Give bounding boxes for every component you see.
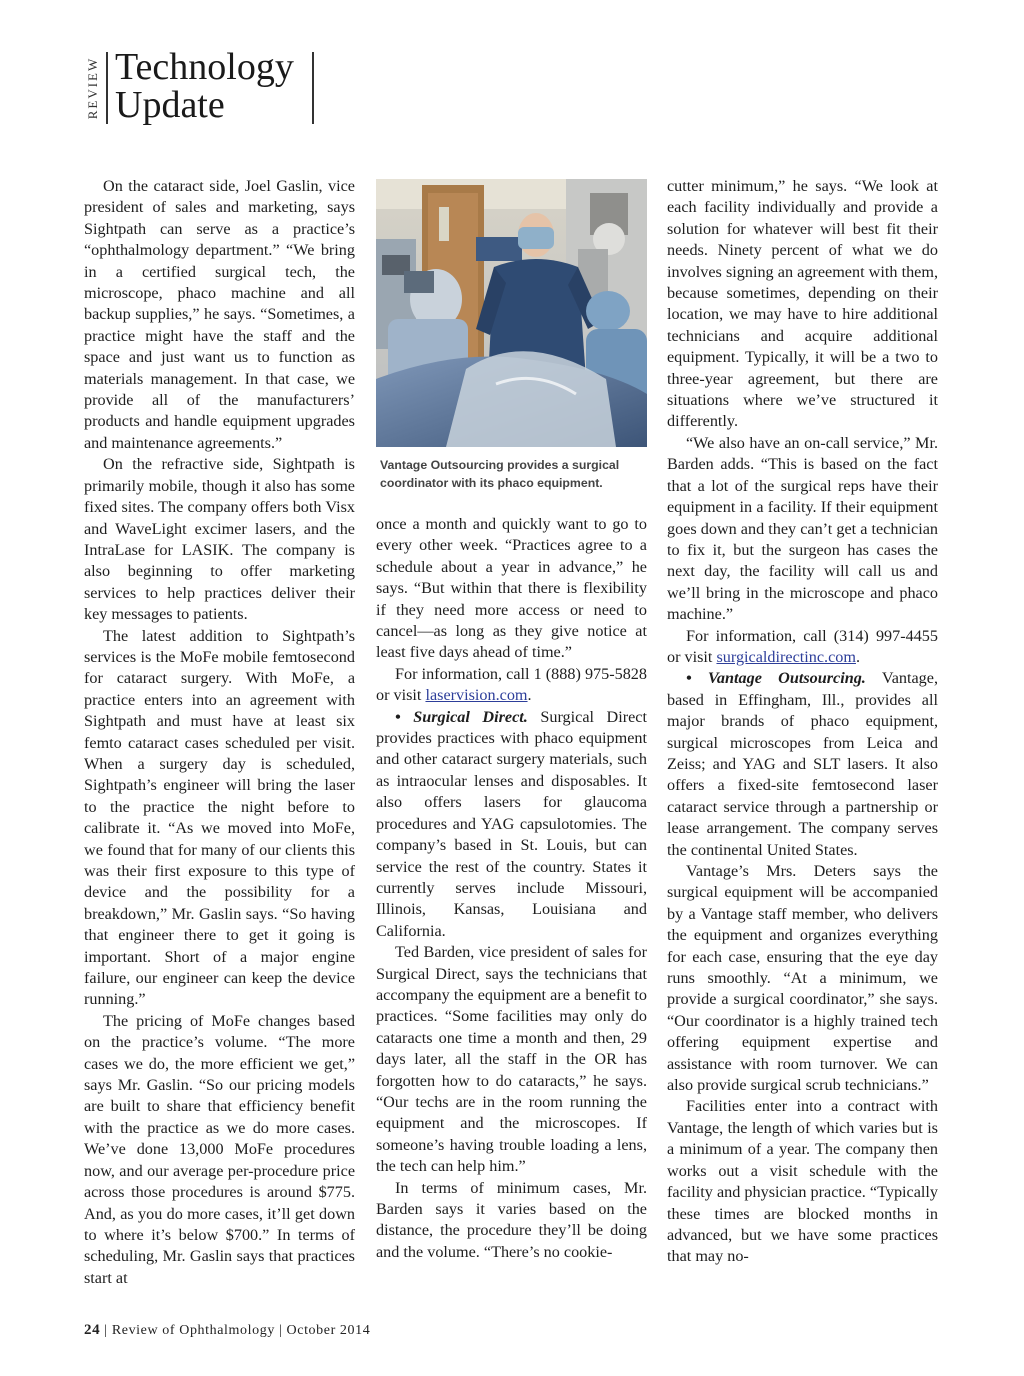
article-column-3 [667, 176, 938, 1268]
paragraph: cutter minimum,” he says. “We look at each facility individually and provide a solution for whatever will best fit their needs. Ninety percent of what we do involves signing an agreement with them, because sometimes, depending on their location, we may have to hire additional technicians and acquire additional equipment. Typically, it will be a two to three-year agreement, but there are situations where we’ve structured it differently. [667, 177, 938, 431]
paragraph: In terms of minimum cases, Mr. Barden says it varies based on the distance, the procedure they’ll be doing and the volume. “There’s no cookie- [376, 1178, 647, 1261]
photo-caption: Vantage Outsourcing provides a surgical coordinator with its phaco equipment. [380, 458, 620, 490]
operating-room-illustration [376, 179, 647, 447]
paragraph-surgical-direct [376, 707, 647, 942]
laservision-link[interactable]: laservision.com [425, 686, 528, 705]
paragraph-vantage [667, 668, 938, 861]
paragraph: The latest addition to Sightpath’s services is the MoFe mobile femtosecond for cataract surgery. With MoFe, a practice enters into an agreement with Sightpath and must have at least six femto cataract cases scheduled per visit. When a surgery day is scheduled, Sightpath’s engineer will bring the laser to the practice the night before to calibrate it. “As we moved into MoFe, we found that for many of our clients this was their first exposure to this type of device and the possibility for a breakdown,” Mr. Gaslin says. “So having that engineer there to get it going is important. Short of a major engine failure, our engineer can keep the device running.” [84, 626, 355, 1009]
punctuation: . [855, 647, 861, 666]
magazine-name: Review of Ophthalmology [111, 1323, 275, 1338]
title-line-2: Update [115, 84, 225, 126]
surgery-photo [376, 179, 647, 447]
header-divider-left [106, 52, 108, 124]
paragraph: The pricing of MoFe changes based on the practice’s volume. “The more cases we do, the more efficient we get,” says Mr. Gaslin. “So our pricing models are built to share that efficiency benefit with the practice as we do more cases. We’ve done 13,000 MoFe procedures now, and our average per-procedure price across those procedures is around $775. And, as you do more cases, it’ll get down to where it’s below $700.” In terms of scheduling, Mr. Gaslin says that practices start at [84, 1011, 355, 1287]
article-column-1 [84, 176, 355, 1289]
paragraph-contact-laservision [376, 664, 647, 707]
company-heading-surgical-direct: • Surgical Direct. [395, 707, 528, 726]
paragraph-contact-surgicaldirect [667, 626, 938, 669]
punctuation: . [527, 686, 532, 705]
page-number: 24 [84, 1322, 101, 1338]
paragraph: On the cataract side, Joel Gaslin, vice president of sales and marketing, says Sightpath can serve as a practice’s “ophthalmology department.” “We bring in a certified surgical tech, the microscope, phaco machine and all backup supplies,” he says. “Sometimes, a practice might have the staff and the space and just want us to function as materials management. In that case, we provide all of the manufacturers’ products and handle equipment upgrades and maintenance agreements.” [84, 177, 355, 452]
footer-separator: | [274, 1323, 287, 1338]
footer-separator: | [100, 1323, 112, 1338]
paragraph-text: Vantage, based in Effingham, Ill., provides all major brands of phaco equipment, surgical microscopes from Leica and Zeiss; and YAG and SLT lasers. It also offers a fixed-site femtosecond laser cataract service through a partnership or lease arrangement. The company serves the continental United States. [667, 669, 938, 859]
contact-text: For information, call (314) 997-4455 or visit [667, 626, 938, 666]
paragraph: Facilities enter into a contract with Vantage, the length of which varies but is a minimum of a year. The company then works out a visit schedule with the facility and physician practice. “Typically these times are blocked months in advanced, but we have some practices that may no- [667, 1097, 938, 1266]
page-footer [84, 1322, 370, 1339]
paragraph: once a month and quickly want to go to every other week. “Practices agree to a schedule about a year in advance,” he says. “But within that there is flexibility if they need more access or need to cancel—as long as they give notice at least five days ahead of time.” [376, 515, 647, 662]
paragraph: “We also have an on-call service,” Mr. Barden adds. “This is based on the fact that a lot of the surgical reps have their equipment in a facility. If their equipment goes down and they can’t get a technician to fix it, but the surgeon has cases the next day, the facility will call us and we’ll bring in the microscope and phaco machine.” [667, 433, 938, 624]
paragraph: On the refractive side, Sightpath is primarily mobile, though it also has some fixed sites. The company offers both Visx and WaveLight excimer lasers, and the IntraLase for LASIK. The company is also beginning to offer marketing services to help practices deliver their key messages to patients. [84, 455, 355, 624]
review-label [84, 50, 102, 126]
surgicaldirect-link[interactable]: surgicaldirectinc.com [716, 647, 856, 666]
paragraph: Ted Barden, vice president of sales for Surgical Direct, says the technicians that accompany the equipment are a benefit to practices. “Some facilities may only do cataracts one time a month and then, 29 days later, all the staff in the OR has forgotten how to do cataracts,” he says. “Our techs are in the room running the equipment and the microscopes. If someone’s having trouble loading a lens, the tech can help him.” [376, 943, 647, 1176]
section-title [115, 48, 294, 124]
paragraph-text: Surgical Direct provides practices with phaco equipment and other cataract surgery materials, such as intraocular lenses and disposables. It also offers lasers for glaucoma procedures and YAG capsulotomies. The company’s based in St. Louis, but can service the rest of the country. States it currently serves include Missouri, Illinois, Kansas, Louisiana and California. [376, 707, 647, 940]
paragraph: Vantage’s Mrs. Deters says the surgical equipment will be accompanied by a Vantage staff member, who delivers the equipment and organizes everything for each case, ensuring that the eye day runs smoothly. “At a minimum, we provide a surgical coordinator,” she says. “Our coordinator is a highly trained tech offering equipment expertise and assistance with room turnover. We can also provide surgical scrub technicians.” [667, 862, 938, 1095]
review-label-text: REVIEW [85, 56, 100, 120]
title-line-1: Technology [115, 46, 294, 88]
contact-text: For information, call 1 (888) 975-5828 or visit [376, 664, 647, 705]
company-heading-vantage: • Vantage Outsourcing. [686, 669, 866, 688]
article-column-2 [376, 514, 647, 1263]
header-divider-right [312, 52, 314, 124]
issue-date: October 2014 [286, 1323, 371, 1338]
